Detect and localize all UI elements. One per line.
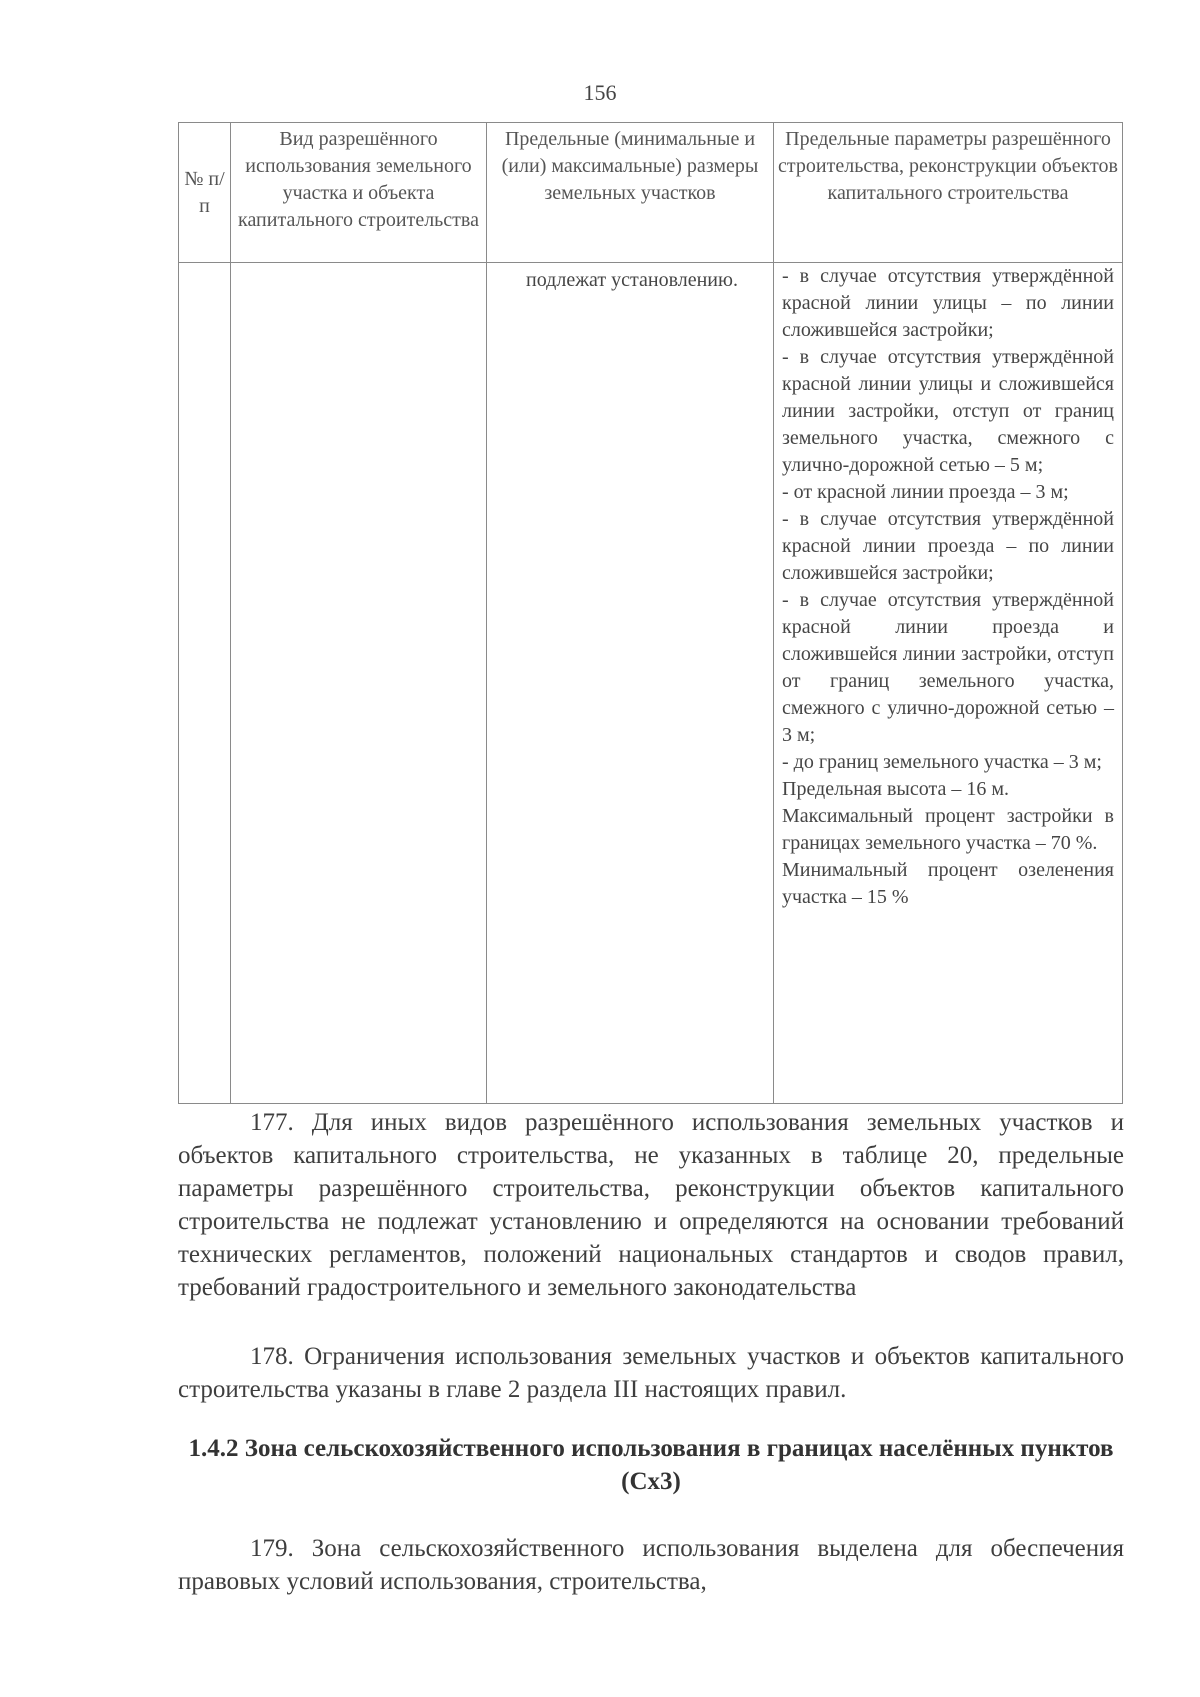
param-line: - в случае отсутствия утверждённой красной линии улицы – по линии сложившейся застройки; xyxy=(782,265,1114,341)
paragraph-179 xyxy=(178,1532,1124,1598)
param-line: - до границ земельного участка – 3 м; xyxy=(782,751,1102,773)
param-line: Максимальный процент застройки в границах земельного участка – 70 %. xyxy=(782,805,1114,854)
header-use-type: Вид разрешённого использования земельного участка и объекта капитального строительства xyxy=(231,123,487,263)
table-header-row xyxy=(179,123,1123,263)
paragraph-178 xyxy=(178,1340,1124,1406)
section-heading: 1.4.2 Зона сельскохозяйственного использования в границах населённых пунктов (Сх3) xyxy=(188,1435,1114,1495)
param-line: - в случае отсутствия утверждённой красной линии улицы и сложившейся линии застройки, отступ от границ земельного участка, смежного с улично-дорожной сетью – 5 м; xyxy=(782,346,1114,476)
paragraph-text: 178. Ограничения использования земельных участков и объектов капитального строительства указаны в главе 2 раздела III настоящих правил. xyxy=(178,1343,1124,1403)
header-params: Предельные параметры разрешённого строительства, реконструкции объектов капитального строительства xyxy=(774,123,1123,263)
paragraph-177 xyxy=(178,1106,1124,1304)
header-number: № п/п xyxy=(179,123,231,263)
param-line: Минимальный процент озеленения участка – 15 % xyxy=(782,859,1114,908)
cell-number xyxy=(179,263,231,1104)
param-line: - от красной линии проезда – 3 м; xyxy=(782,481,1069,503)
header-sizes: Предельные (минимальные и (или) максимальные) размеры земельных участков xyxy=(487,123,774,263)
cell-use-type xyxy=(231,263,487,1104)
paragraph-text: 179. Зона сельскохозяйственного использования выделена для обеспечения правовых условий использования, строительства, xyxy=(178,1535,1124,1595)
table-row xyxy=(179,263,1123,1104)
param-line: - в случае отсутствия утверждённой красной линии проезда и сложившейся линии застройки, отступ от границ земельного участка, смежного с улично-дорожной сетью – 3 м; xyxy=(782,589,1114,746)
param-line: - в случае отсутствия утверждённой красной линии проезда – по линии сложившейся застройки; xyxy=(782,508,1114,584)
param-line: Предельная высота – 16 м. xyxy=(782,778,1010,800)
cell-params xyxy=(774,263,1123,1104)
paragraph-text: 177. Для иных видов разрешённого использования земельных участков и объектов капитального строительства, не указанных в таблице 20, предельные параметры разрешённого строительства, реконструкции объектов капитального строительства не подлежат установлению и определяются на основании требований технических регламентов, положений национальных стандартов и сводов правил, требований градостроительного и земельного законодательства xyxy=(178,1109,1124,1301)
page-number: 156 xyxy=(583,80,617,105)
parameters-table xyxy=(178,122,1123,1104)
cell-sizes: подлежат установлению. xyxy=(487,263,774,1104)
